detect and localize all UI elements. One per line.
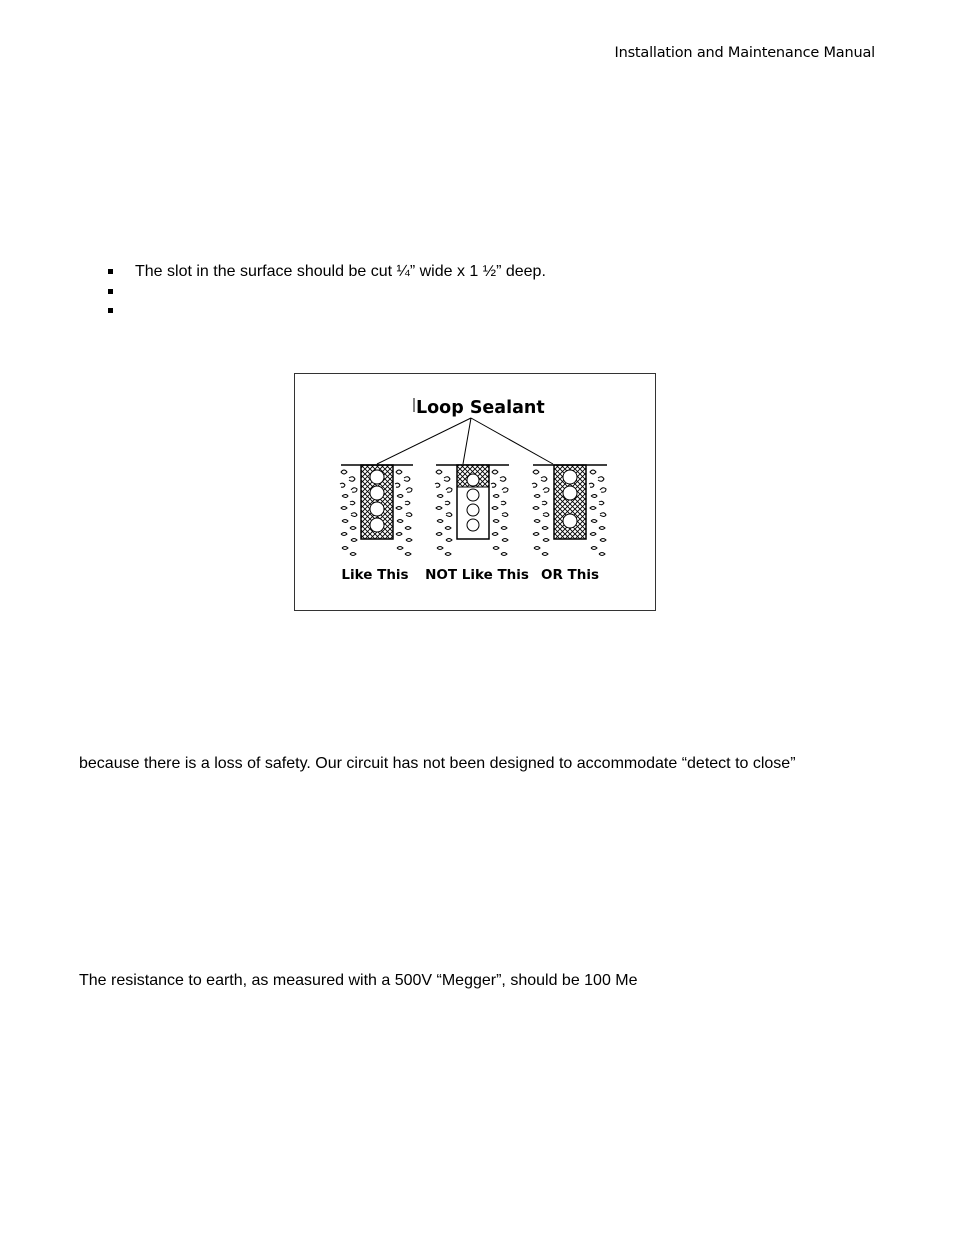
bullet-item: [105, 282, 546, 302]
bullet-item: [105, 301, 546, 321]
slot-like-this: [340, 465, 413, 556]
bullet-marker: [108, 308, 113, 313]
slot-or-this: [532, 465, 607, 556]
label-or-this: OR This: [540, 567, 600, 583]
bullet-text: The slot in the surface should be cut ¼” wide x 1 ½” deep.: [135, 263, 546, 280]
leader-line-middle: [463, 418, 471, 464]
bullet-item: [105, 262, 546, 282]
loop-sealant-diagram: [295, 374, 654, 609]
loop-sealant-figure: [294, 373, 656, 611]
leader-line-right: [471, 418, 553, 464]
body-paragraph-resistance: The resistance to earth, as measured with a 500V “Megger”, should be 100 Me: [79, 972, 638, 989]
leader-line-left: [377, 418, 471, 464]
bullet-marker: [108, 269, 113, 274]
label-not-like-this: NOT Like This: [425, 567, 529, 583]
figure-heading: Loop Sealant: [416, 398, 545, 418]
page-header-title: Installation and Maintenance Manual: [614, 45, 875, 61]
label-like-this: Like This: [341, 567, 409, 583]
bullet-marker: [108, 289, 113, 294]
slot-not-like-this: [435, 465, 509, 556]
body-paragraph-safety: because there is a loss of safety. Our circuit has not been designed to accommodate “detect to close”: [79, 755, 796, 772]
bullet-list: [105, 262, 546, 321]
